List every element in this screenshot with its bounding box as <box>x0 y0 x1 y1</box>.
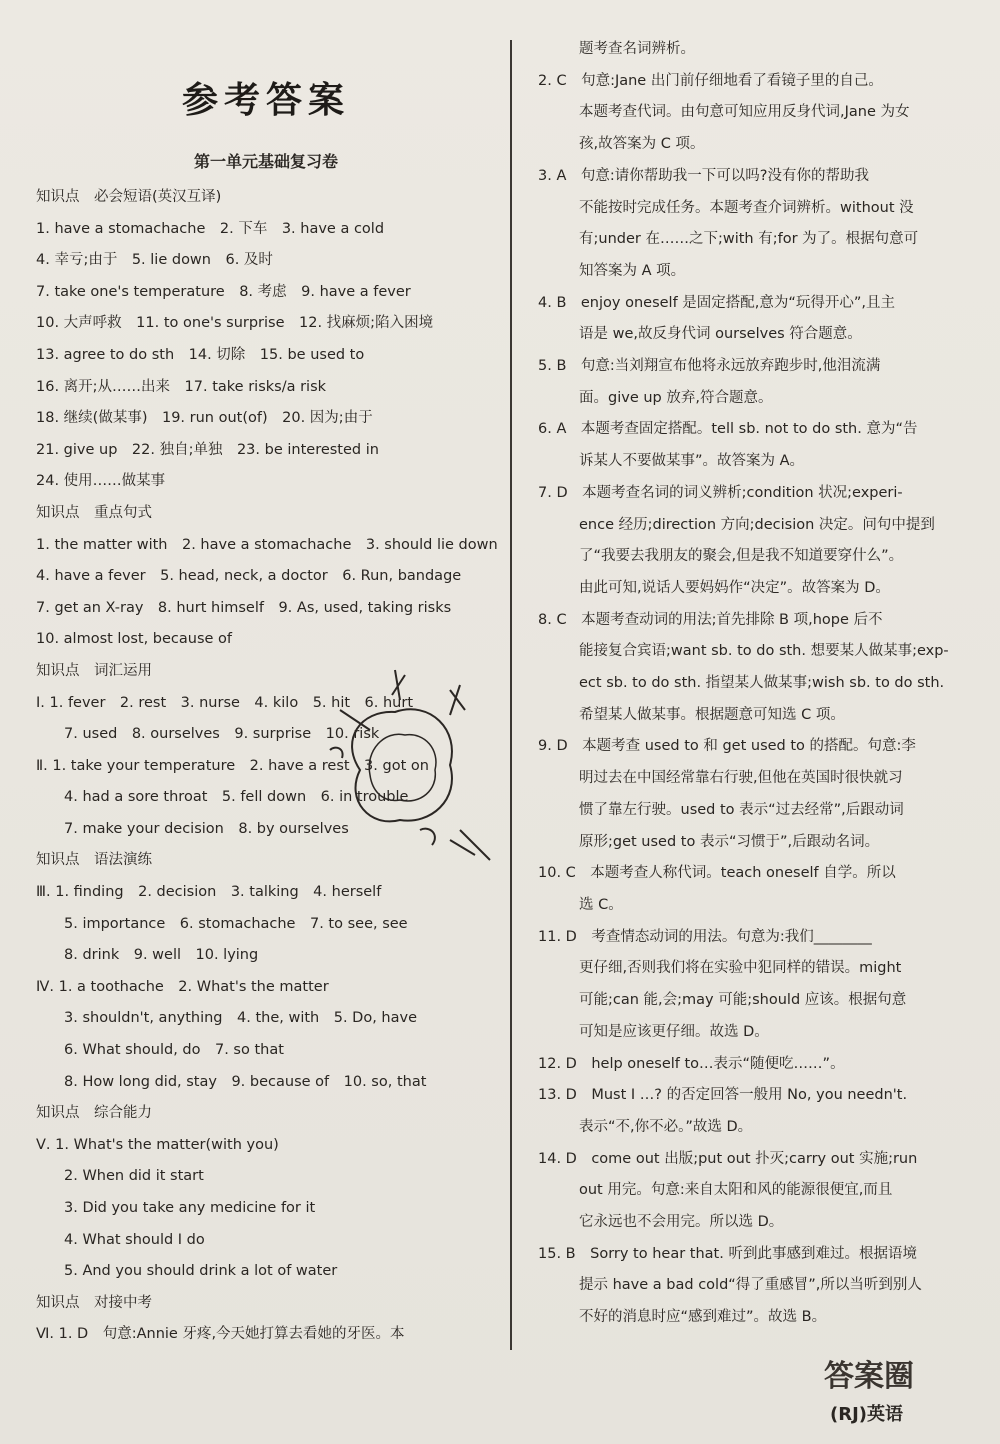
answer-line: 5. And you should drink a lot of water <box>64 1263 338 1280</box>
footer-subject: (RJ)英语 <box>830 1404 904 1425</box>
answer-line: 4. had a sore throat 5. fell down 6. in trouble <box>64 789 409 806</box>
answer-line: 不能按时完成任务。本题考查介词辨析。without 没 <box>579 199 914 216</box>
answer-line: 7. D 本题考查名词的词义辨析;condition 状况;experi- <box>538 484 903 501</box>
answer-line: 能接复合宾语;want sb. to do sth. 想要某人做某事;exp- <box>579 643 949 660</box>
answer-line: out 用完。句意:来自太阳和风的能源很便宜,而且 <box>579 1182 893 1199</box>
answer-line: Ⅵ. 1. D 句意:Annie 牙疼,今天她打算去看她的牙医。本 <box>36 1326 405 1343</box>
right-answer-list <box>538 34 988 1334</box>
page-title: 参考答案 <box>181 79 350 121</box>
answer-line: 11. D 考查情态动词的用法。句意为:我们________ <box>538 928 872 945</box>
answer-line: 5. B 句意:当刘翔宣布他将永远放弃跑步时,他泪流满 <box>538 358 881 375</box>
answer-line: 明过去在中国经常靠右行驶,但他在英国时很快就习 <box>579 770 903 787</box>
answer-line: ect sb. to do sth. 指望某人做某事;wish sb. to do sth. <box>579 675 945 692</box>
answer-line: 诉某人不要做某事”。故答案为 A。 <box>579 453 805 470</box>
answer-line: 5. importance 6. stomachache 7. to see, see <box>64 915 408 932</box>
answer-line: 7. make your decision 8. by ourselves <box>64 820 349 837</box>
answer-line: 13. D Must I …? 的否定回答一般用 No, you needn't. <box>538 1087 908 1104</box>
answer-line: 不好的消息时应“感到难过”。故选 B。 <box>579 1309 827 1326</box>
answer-line: 提示 have a bad cold“得了重感冒”,所以当听到别人 <box>579 1277 922 1294</box>
knowledge-section-heading: 知识点 词汇运用 <box>36 662 152 679</box>
answer-line: 8. drink 9. well 10. lying <box>64 947 259 964</box>
answer-line: 24. 使用……做某事 <box>36 473 166 490</box>
answer-line: 10. 大声呼救 11. to one's surprise 12. 找麻烦;陷入困境 <box>36 315 434 332</box>
answer-line: 8. How long did, stay 9. because of 10. so, that <box>64 1073 427 1090</box>
answer-line: Ⅳ. 1. a toothache 2. What's the matter <box>36 978 329 995</box>
answer-line: Ⅱ. 1. take your temperature 2. have a rest 3. got on <box>36 757 429 774</box>
answer-line: 4. What should I do <box>64 1231 205 1248</box>
answer-line: 3. Did you take any medicine for it <box>64 1200 316 1216</box>
handwritten-watermark-stamp <box>300 650 510 880</box>
answer-line: 知答案为 A 项。 <box>579 262 686 279</box>
knowledge-section-heading: 知识点 语法演练 <box>36 852 152 869</box>
knowledge-section-heading: 知识点 重点句式 <box>36 504 152 521</box>
answer-line: 本题考查代词。由句意可知应用反身代词,Jane 为女 <box>579 104 910 121</box>
answer-line: 6. A 本题考查固定搭配。tell sb. not to do sth. 意为“告 <box>538 421 918 438</box>
knowledge-section-heading: 知识点 综合能力 <box>36 1105 152 1122</box>
answer-line: 可知是应该更仔细。故选 D。 <box>579 1023 769 1040</box>
answer-line: 18. 继续(做某事) 19. run out(of) 20. 因为;由于 <box>36 410 373 427</box>
answer-line: 7. take one's temperature 8. 考虑 9. have a fever <box>36 283 411 300</box>
answer-line: 21. give up 22. 独自;单独 23. be interested in <box>36 441 379 458</box>
answer-line: 孩,故答案为 C 项。 <box>579 136 705 153</box>
answer-line: 8. C 本题考查动词的用法;首先排除 B 项,hope 后不 <box>538 611 883 628</box>
section-subtitle: 第一单元基础复习卷 <box>193 152 338 171</box>
answer-line: 题考查名词辨析。 <box>579 41 695 57</box>
answer-line: 10. almost lost, because of <box>36 631 233 648</box>
right-column <box>538 34 988 1334</box>
answer-line: 3. A 句意:请你帮助我一下可以吗?没有你的帮助我 <box>538 167 869 184</box>
answer-line: ence 经历;direction 方向;decision 决定。问句中提到 <box>579 516 935 533</box>
answer-line: 了“我要去我朋友的聚会,但是我不知道要穿什么”。 <box>579 548 904 565</box>
answer-line: 选 C。 <box>579 896 623 913</box>
answer-line: 15. B Sorry to hear that. 听到此事感到难过。根据语境 <box>538 1245 917 1262</box>
answer-line: 4. have a fever 5. head, neck, a doctor 6. Run, bandage <box>36 568 462 585</box>
answer-line: 13. agree to do sth 14. 切除 15. be used to <box>36 346 365 363</box>
answer-line: 1. have a stomachache 2. 下车 3. have a cold <box>36 220 385 237</box>
answer-line: 14. D come out 出版;put out 扑灭;carry out 实施;run <box>538 1150 918 1167</box>
answer-line: 语是 we,故反身代词 ourselves 符合题意。 <box>579 326 862 343</box>
answer-line: 4. 幸亏;由于 5. lie down 6. 及时 <box>36 252 273 269</box>
answer-line: 7. used 8. ourselves 9. surprise 10. risk <box>64 726 380 743</box>
answer-line: 3. shouldn't, anything 4. the, with 5. Do, have <box>64 1010 418 1027</box>
answer-line: 表示“不,你不必。”故选 D。 <box>579 1118 753 1135</box>
answer-line: 希望某人做某事。根据题意可知选 C 项。 <box>579 706 845 723</box>
answer-line: Ⅴ. 1. What's the matter(with you) <box>36 1136 279 1153</box>
logo-text: 答案圈 <box>824 1359 914 1394</box>
answer-line: 12. D help oneself to…表示“随便吃……”。 <box>538 1055 845 1072</box>
answer-line: Ⅲ. 1. finding 2. decision 3. talking 4. herself <box>36 884 382 901</box>
answer-line: 原形;get used to 表示“习惯于”,后跟动名词。 <box>579 833 880 850</box>
answer-line: 6. What should, do 7. so that <box>64 1042 284 1059</box>
answer-line: 惯了靠左行驶。used to 表示“过去经常”,后跟动词 <box>579 801 904 818</box>
answer-line: 9. D 本题考查 used to 和 get used to 的搭配。句意:李 <box>538 738 916 755</box>
column-divider <box>510 40 512 1350</box>
answer-line: 由此可知,说话人要妈妈作“决定”。故答案为 D。 <box>579 579 890 596</box>
answer-line: 16. 离开;从……出来 17. take risks/a risk <box>36 378 327 395</box>
knowledge-section-heading: 知识点 对接中考 <box>36 1294 152 1311</box>
knowledge-section-heading: 知识点 必会短语(英汉互译) <box>36 189 222 205</box>
answer-line: 它永远也不会用完。所以选 D。 <box>579 1214 784 1231</box>
answer-line: 10. C 本题考查人称代词。teach oneself 自学。所以 <box>538 865 896 882</box>
answer-line: 面。give up 放弃,符合题意。 <box>579 389 773 406</box>
answer-line: 可能;can 能,会;may 可能;should 应该。根据句意 <box>579 992 907 1009</box>
answer-line: 更仔细,否则我们将在实验中犯同样的错误。might <box>579 960 902 977</box>
answer-line: 2. C 句意:Jane 出门前仔细地看了看镜子里的自己。 <box>538 72 883 89</box>
answer-line: Ⅰ. 1. fever 2. rest 3. nurse 4. kilo 5. hit 6. hurt <box>36 694 414 711</box>
answer-line: 有;under 在……之下;with 有;for 为了。根据句意可 <box>579 231 919 248</box>
answer-line: 7. get an X-ray 8. hurt himself 9. As, used, taking risks <box>36 599 452 616</box>
answer-line: 4. B enjoy oneself 是固定搭配,意为“玩得开心”,且主 <box>538 294 896 311</box>
answer-line: 1. the matter with 2. have a stomachache 3. should lie down <box>36 536 498 553</box>
answer-line: 2. When did it start <box>64 1168 204 1185</box>
